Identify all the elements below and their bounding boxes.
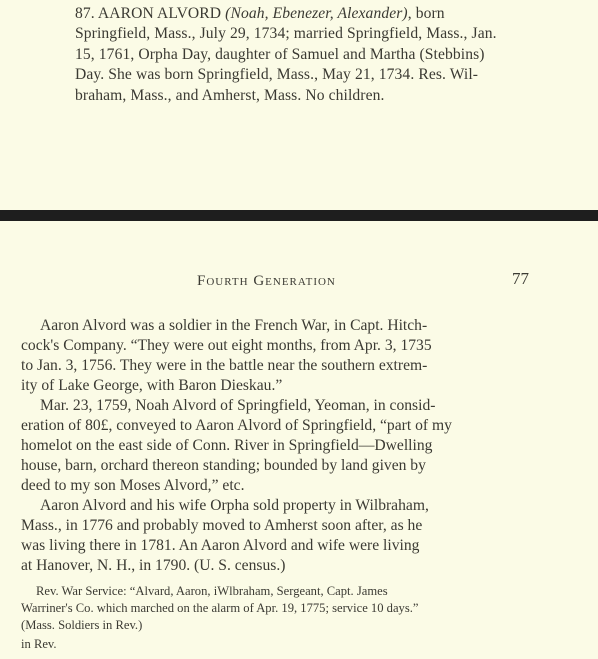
genealogy-entry-87 (75, 4, 575, 106)
body-line: house, barn, orchard thereon standing; bounded by land given by (21, 457, 426, 474)
entry-line-1 (75, 4, 575, 24)
note-line: (Mass. Soldiers in Rev.) (21, 618, 143, 632)
body-line: Mar. 23, 1759, Noah Alvord of Springfield, Yeoman, in consid- (40, 397, 436, 414)
body-line: Aaron Alvord was a soldier in the French War, in Capt. Hitch- (40, 317, 428, 334)
body-line: homelot on the east side of Conn. River in Springfield—Dwelling (21, 437, 433, 454)
body-line: to Jan. 3, 1756. They were in the battle near the southern extrem- (21, 357, 428, 374)
page-number: 77 (512, 269, 529, 288)
body-line: eration of 80£, conveyed to Aaron Alvord of Springfield, “part of my (21, 417, 452, 434)
body-line: Aaron Alvord and his wife Orpha sold property in Wilbraham, (40, 497, 429, 514)
entry-heading-tail: , born (407, 5, 445, 22)
entry-line-5: braham, Mass., and Amherst, Mass. No children. (75, 86, 385, 104)
body-line: ity of Lake George, with Baron Dieskau.” (21, 377, 283, 394)
note-line: Rev. War Service: “Alvard, Aaron, iWlbraham, Sergeant, Capt. James (36, 584, 388, 598)
entry-lineage: (Noah, Ebenezer, Alexander) (225, 5, 408, 22)
page-divider (0, 210, 598, 221)
body-line: cock's Company. “They were out eight months, from Apr. 3, 1735 (21, 337, 432, 354)
running-head-title: Fourth Generation (197, 273, 336, 289)
entry-line-4: Day. She was born Springfield, Mass., May 21, 1734. Res. Wil- (75, 66, 479, 84)
body-line: Mass., in 1776 and probably moved to Amherst soon after, as he (21, 517, 423, 534)
entry-heading: 87. AARON ALVORD (75, 5, 222, 22)
body-line: at Hanover, N. H., in 1790. (U. S. census.) (21, 557, 286, 574)
lower-page (0, 221, 598, 659)
entry-line-3: 15, 1761, Orpha Day, daughter of Samuel and Martha (Stebbins) (75, 45, 485, 63)
note-line: in Rev. (21, 637, 57, 651)
upper-page (0, 0, 598, 210)
body-line: deed to my son Moses Alvord,” etc. (21, 477, 245, 494)
body-line: was living there in 1781. An Aaron Alvord and wife were living (21, 537, 420, 554)
entry-line-2: Springfield, Mass., July 29, 1734; married Springfield, Mass., Jan. (75, 25, 497, 43)
note-line: Warriner's Co. which marched on the alarm of Apr. 19, 1775; service 10 days.” (21, 601, 419, 615)
